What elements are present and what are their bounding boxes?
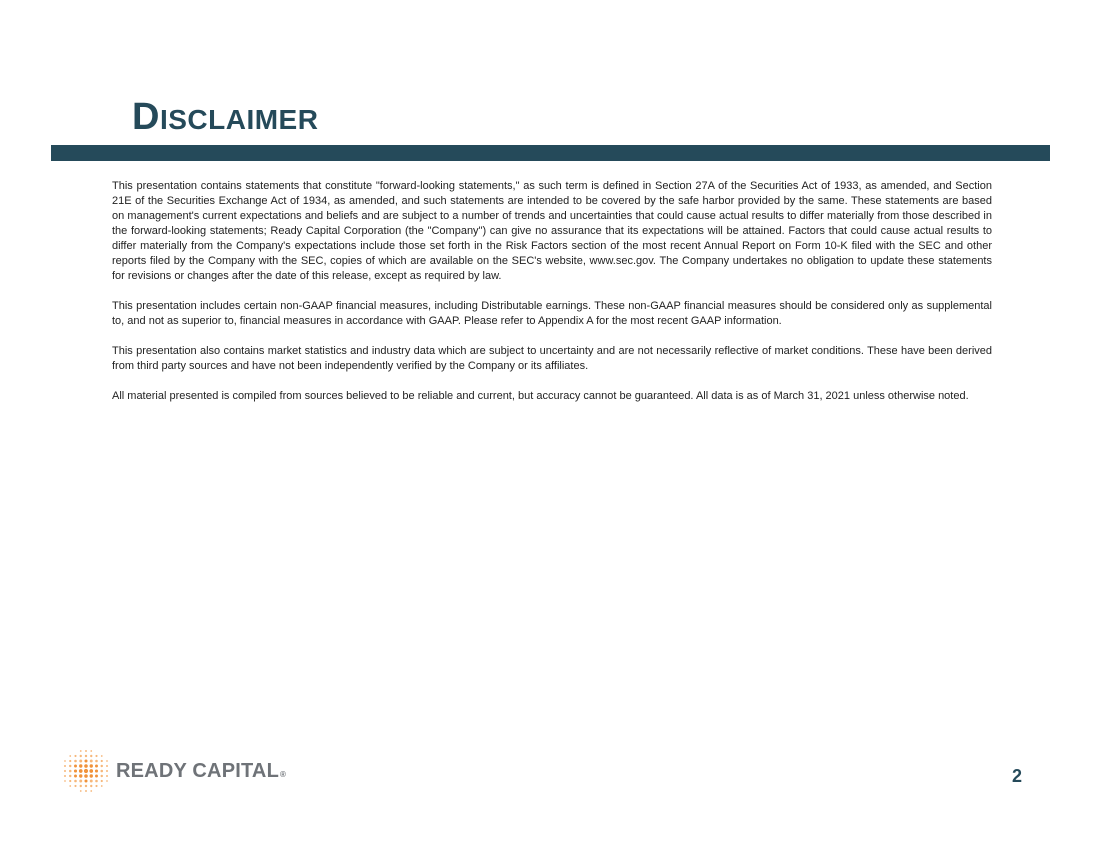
logo-dot bbox=[95, 760, 98, 763]
logo-dot bbox=[90, 785, 92, 787]
logo-dot bbox=[84, 764, 88, 768]
registered-mark: ® bbox=[279, 769, 287, 779]
logo-dot bbox=[90, 755, 92, 757]
logo-dot bbox=[90, 790, 92, 792]
logo-dot bbox=[85, 750, 87, 752]
logo-dot bbox=[101, 765, 103, 767]
logo-dot bbox=[74, 785, 76, 787]
logo-dot bbox=[79, 764, 82, 767]
logo-dot bbox=[90, 774, 93, 777]
slide-title-first-letter: D bbox=[132, 96, 160, 138]
logo-dot bbox=[74, 755, 76, 757]
logo-dot bbox=[64, 765, 66, 767]
logo-dot bbox=[80, 750, 82, 752]
logo-dot bbox=[100, 770, 103, 773]
logo-dot bbox=[79, 774, 82, 777]
ready-capital-dot-grid-icon bbox=[62, 748, 110, 794]
logo-dot bbox=[69, 765, 71, 767]
logo-dot bbox=[106, 780, 108, 782]
logo-dot bbox=[69, 785, 71, 787]
paragraph-market-statistics: This presentation also contains market statistics and industry data which are subject to uncertainty and are not necessarily reflective of market conditions. These have been derived from third party sources and have not been independently verified by the Company or its affiliates. bbox=[112, 345, 992, 372]
logo-dot bbox=[84, 779, 87, 782]
logo-dot bbox=[85, 790, 87, 792]
logo-dot bbox=[84, 769, 88, 773]
logo-dot bbox=[101, 780, 103, 782]
logo-dot bbox=[89, 769, 93, 773]
logo-dot bbox=[95, 780, 98, 783]
slide-title bbox=[132, 97, 318, 140]
logo-dot bbox=[101, 760, 103, 762]
logo-dot bbox=[90, 750, 92, 752]
logo-dot bbox=[90, 780, 93, 783]
logo-dot bbox=[69, 770, 72, 773]
logo-wordmark bbox=[116, 760, 286, 783]
logo-dot bbox=[95, 769, 98, 772]
logo-dot bbox=[79, 769, 83, 773]
logo-dot bbox=[79, 760, 82, 763]
logo-dot bbox=[106, 760, 108, 762]
logo-dot bbox=[64, 780, 66, 782]
logo-dot bbox=[95, 775, 98, 778]
logo-dot bbox=[101, 785, 103, 787]
logo-dot bbox=[74, 760, 77, 763]
logo-dot bbox=[84, 759, 87, 762]
logo-dot bbox=[101, 775, 103, 777]
logo-dot bbox=[74, 769, 77, 772]
logo-dot bbox=[90, 760, 93, 763]
page-number: 2 bbox=[1012, 766, 1023, 786]
logo-text: READY CAPITAL bbox=[116, 759, 279, 782]
logo-dot bbox=[74, 780, 77, 783]
logo-dot bbox=[64, 775, 66, 777]
logo-dot bbox=[95, 755, 97, 757]
logo-dot bbox=[69, 755, 71, 757]
logo-dot bbox=[95, 785, 97, 787]
logo-dot bbox=[90, 764, 93, 767]
logo-dot bbox=[79, 780, 82, 783]
logo-dot bbox=[85, 785, 87, 787]
logo-dot bbox=[106, 765, 108, 767]
logo-dot bbox=[69, 780, 71, 782]
paragraph-data-accuracy: All material presented is compiled from sources believed to be reliable and current, but accuracy cannot be guaranteed. All data is as of March 31, 2021 unless otherwise noted. bbox=[112, 390, 969, 402]
title-divider-bar bbox=[51, 145, 1050, 161]
paragraph-forward-looking: This presentation contains statements that constitute "forward-looking statements," as such term is defined in Section 27A of the Securities Act of 1933, as amended, and Section 21E of the Securities Exchange Act of 1934, as amended, and such statements are intended to be covered by the safe harbor provided by the same. These statements are based on management's current expectations and beliefs and are subject to a number of trends and uncertainties that could cause actual results to differ materially from those described in the forward-looking statements; Ready Capital Corporation (the "Company") can give no assurance that its expectations will be attained. Factors that could cause actual results to differ materially from the Company's expectations include those set forth in the Risk Factors section of the most recent Annual Report on Form 10-K filed with the SEC and other reports filed by the Company with the SEC, copies of which are available on the SEC's website, www.sec.gov. The Company undertakes no obligation to update these statements for revisions or changes after the date of this release, except as required by law. bbox=[112, 180, 992, 282]
logo-dot bbox=[80, 755, 82, 757]
logo-dot bbox=[106, 770, 108, 772]
logo-dot bbox=[84, 774, 88, 778]
slide-title-rest: ISCLAIMER bbox=[159, 104, 319, 135]
logo-dot bbox=[64, 770, 66, 772]
logo-dot bbox=[69, 775, 71, 777]
paragraph-non-gaap: This presentation includes certain non-GAAP financial measures, including Distributable earnings. These non-GAAP financial measures should be considered only as supplemental to, and not as superior to, financial measures in accordance with GAAP. Please refer to Appendix A for the most recent GAAP information. bbox=[112, 300, 992, 327]
logo-dot bbox=[80, 790, 82, 792]
logo-dot bbox=[64, 760, 66, 762]
logo-dot bbox=[95, 765, 98, 768]
logo-dot bbox=[69, 760, 71, 762]
company-logo bbox=[62, 748, 286, 794]
logo-dot bbox=[85, 755, 87, 757]
logo-dot bbox=[80, 785, 82, 787]
logo-dot bbox=[101, 755, 103, 757]
logo-dot bbox=[74, 765, 77, 768]
disclaimer-body bbox=[112, 179, 992, 419]
logo-dot bbox=[74, 775, 77, 778]
logo-dot bbox=[106, 775, 108, 777]
